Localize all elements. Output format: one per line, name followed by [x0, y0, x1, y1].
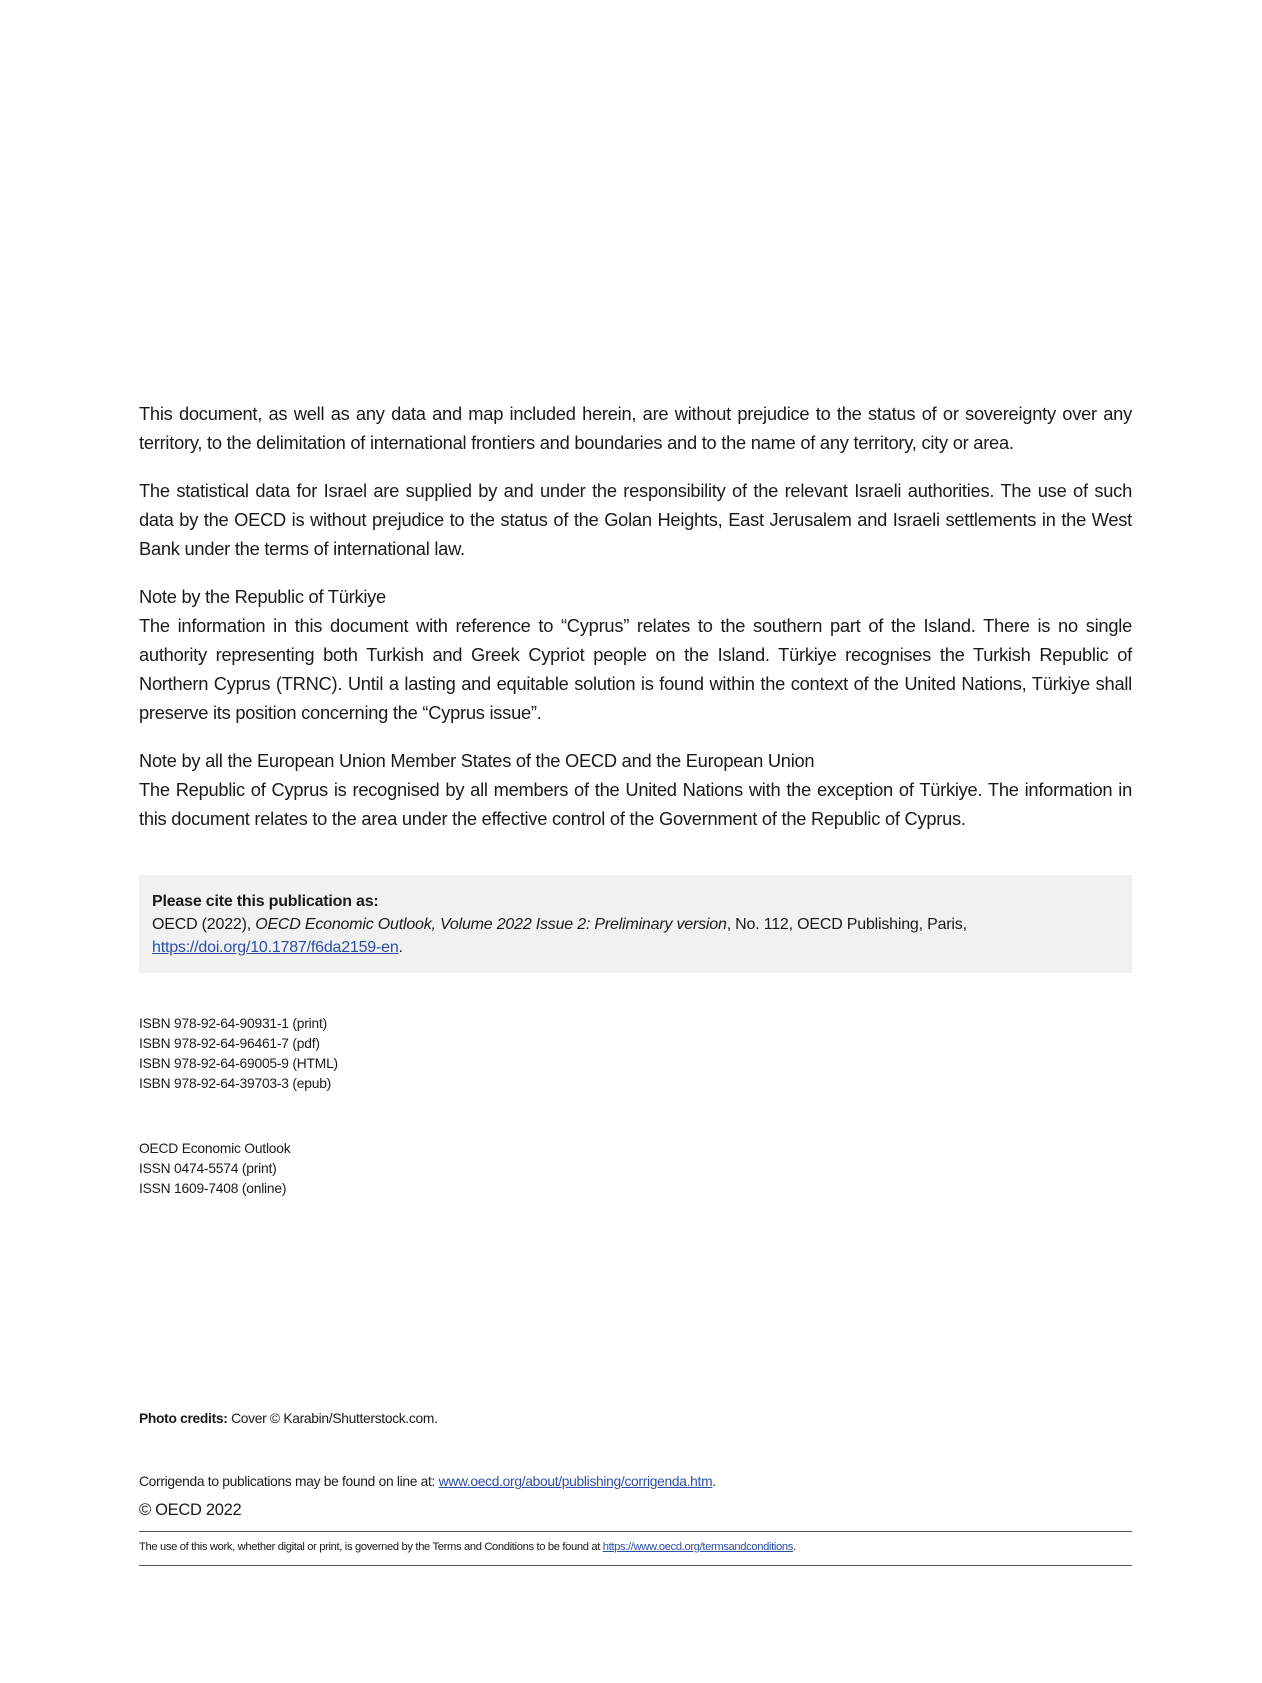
isbn-epub: ISBN 978-92-64-39703-3 (epub)	[139, 1076, 332, 1091]
territory-disclaimer: This document, as well as any data and map included herein, are without prejudice to the status of or sovereignty over any territory, to the delimitation of international frontiers and boundaries and to the name of any territory, city or area.	[139, 403, 1132, 453]
turkiye-note-text: The information in this document with reference to “Cyprus” relates to the southern part of the Island. There is no single authority representing both Turkish and Greek Cypriot people on the Island. Türkiye recognises the Turkish Republic of Northern Cyprus (TRNC). Until a lasting and equitable solution is found within the context of the United Nations, Türkiye shall preserve its position concerning the “Cyprus issue”.	[139, 615, 1132, 723]
divider-bottom	[139, 1565, 1132, 1566]
citation-suffix: , No. 112, OECD Publishing, Paris,	[726, 916, 967, 933]
terms-link[interactable]: https://www.oecd.org/termsandconditions	[602, 1541, 794, 1553]
citation-title: OECD Economic Outlook, Volume 2022 Issue 2: Preliminary version	[255, 916, 727, 933]
corrigenda-end: .	[712, 1474, 716, 1489]
doi-link[interactable]: https://doi.org/10.1787/f6da2159-en	[152, 939, 399, 956]
divider-top	[139, 1531, 1132, 1532]
terms-text: The use of this work, whether digital or print, is governed by the Terms and Conditions to be found at	[139, 1541, 603, 1553]
turkiye-note-heading: Note by the Republic of Türkiye	[139, 586, 386, 607]
terms-notice	[139, 1541, 796, 1553]
citation-box	[139, 875, 1132, 973]
citation-heading: Please cite this publication as:	[152, 893, 379, 910]
issn-print: ISSN 0474-5574 (print)	[139, 1161, 277, 1176]
israel-data-note: The statistical data for Israel are supplied by and under the responsibility of the relevant Israeli authorities. The use of such data by the OECD is without prejudice to the status of the Golan Heights, East Jerusalem and Israeli settlements in the West Bank under the terms of international law.	[139, 480, 1132, 559]
photo-credits-label: Photo credits:	[139, 1411, 228, 1426]
isbn-list	[139, 1014, 338, 1094]
issn-list	[139, 1139, 290, 1199]
eu-note-text: The Republic of Cyprus is recognised by all members of the United Nations with the exception of Türkiye. The information in this document relates to the area under the effective control of the Government of the Republic of Cyprus.	[139, 779, 1132, 829]
citation-doi	[152, 936, 1119, 959]
isbn-print: ISBN 978-92-64-90931-1 (print)	[139, 1016, 328, 1031]
isbn-pdf: ISBN 978-92-64-96461-7 (pdf)	[139, 1036, 320, 1051]
corrigenda-text: Corrigenda to publications may be found on line at:	[139, 1474, 439, 1489]
citation-prefix: OECD (2022),	[152, 916, 256, 933]
photo-credits	[139, 1411, 438, 1426]
series-title: OECD Economic Outlook	[139, 1141, 291, 1156]
copyright-notice: © OECD 2022	[139, 1501, 242, 1519]
citation-end: .	[398, 939, 403, 956]
eu-note	[139, 746, 1132, 833]
terms-end: .	[793, 1541, 796, 1553]
issn-online: ISSN 1609-7408 (online)	[139, 1181, 287, 1196]
turkiye-note	[139, 582, 1132, 727]
corrigenda-note	[139, 1474, 716, 1489]
disclaimer-section	[139, 399, 1132, 852]
corrigenda-link[interactable]: www.oecd.org/about/publishing/corrigenda.htm	[438, 1474, 713, 1489]
eu-note-heading: Note by all the European Union Member States of the OECD and the European Union	[139, 750, 815, 771]
photo-credits-text: Cover © Karabin/Shutterstock.com.	[227, 1411, 438, 1426]
isbn-html: ISBN 978-92-64-69005-9 (HTML)	[139, 1056, 338, 1071]
citation-text	[152, 913, 1119, 936]
